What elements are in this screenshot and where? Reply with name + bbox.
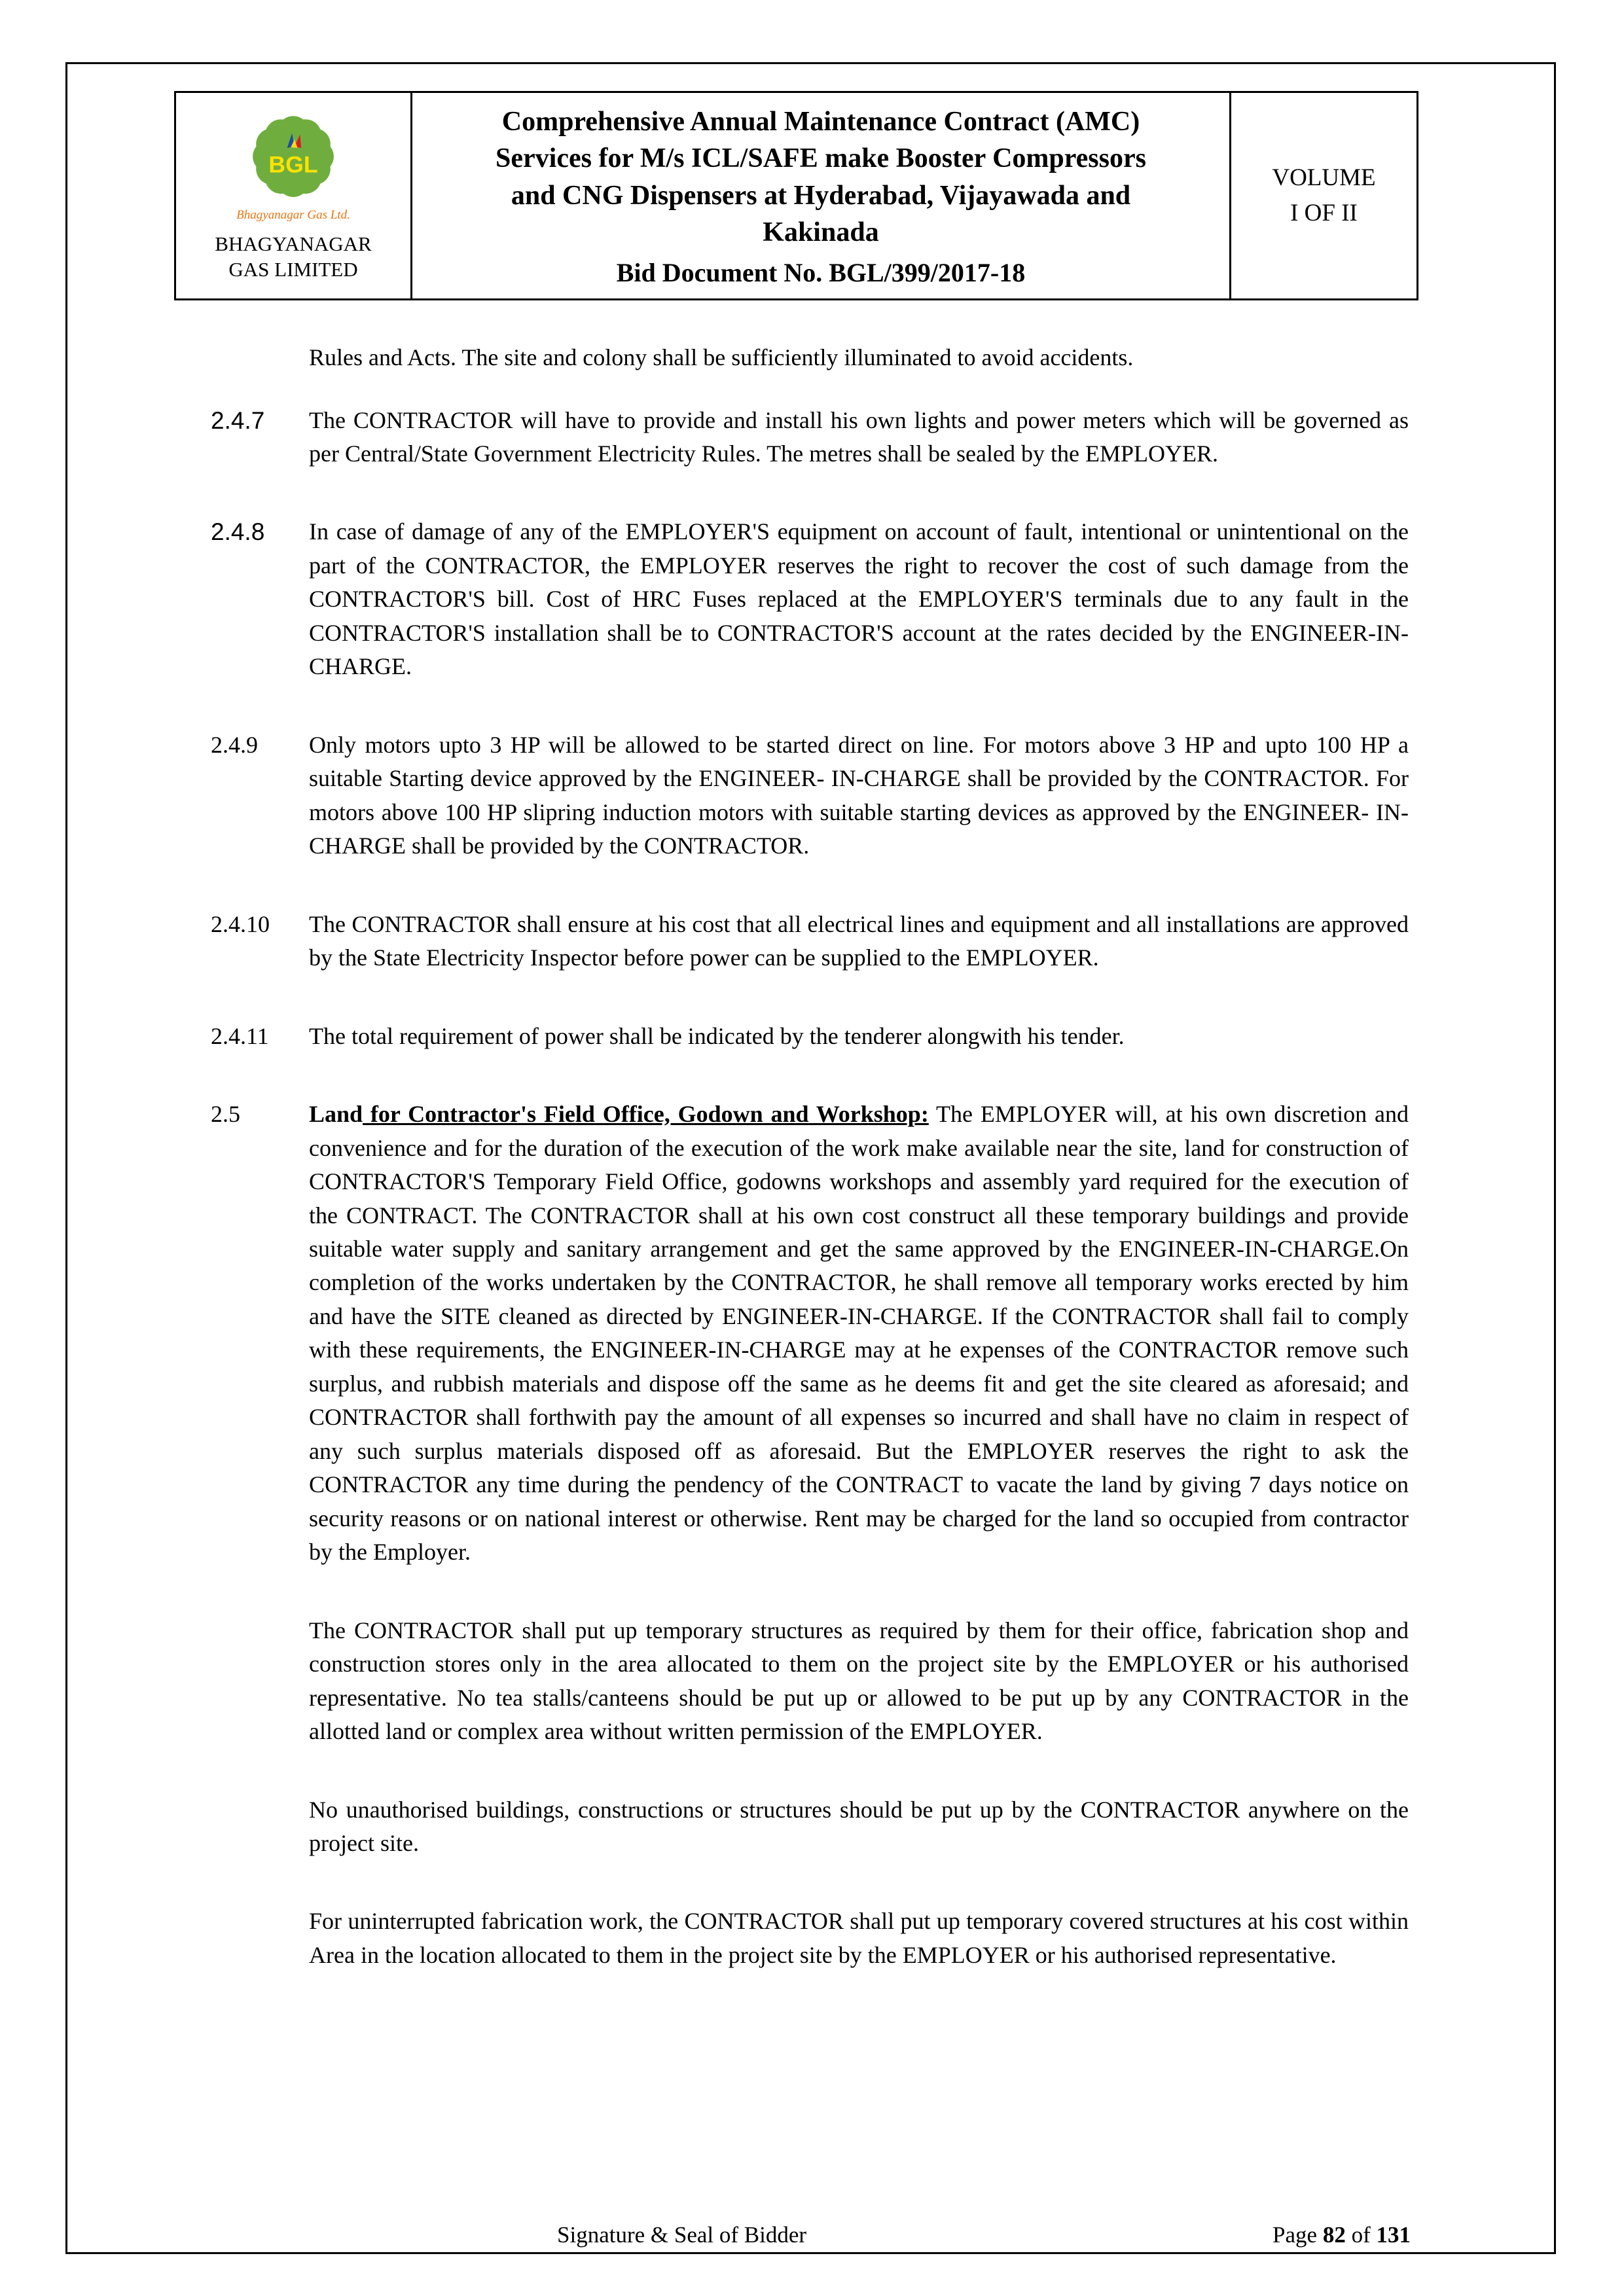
clause-text: The CONTRACTOR shall put up temporary structures as required by them for their office, fabrication shop and construction stores only in the area allocated to them on the project site by the EMPLOYER or his authorised representative. No tea stalls/canteens should be put up or allowed to be put up by any CONTRACTOR in the allotted land or complex area without written permission of the EMPLOYER. (309, 1617, 1409, 1745)
clause-heading-underlined: for Contractor's Field Office, Godown and Workshop: (363, 1101, 929, 1128)
document-body (211, 341, 1409, 1972)
org-name (215, 232, 371, 283)
logo-monogram: BGL (268, 151, 318, 178)
document-title-line: Services for M/s ICL/SAFE make Booster Compressors (496, 143, 1146, 174)
clause-2-4-9 (211, 728, 1409, 863)
signature-seal-label: Signature & Seal of Bidder (557, 2222, 807, 2248)
page-number-indicator (1272, 2222, 1411, 2248)
clause-number: 2.5 (211, 1101, 240, 1128)
page-label: Page (1272, 2222, 1318, 2248)
clause-number (211, 1793, 309, 1861)
clause-2-5 (211, 1098, 1409, 1570)
page-border (65, 62, 1556, 2254)
paragraph-temporary-structures (211, 1614, 1409, 1749)
document-title-line: Comprehensive Annual Maintenance Contract (AMC) (501, 107, 1140, 137)
clause-text: No unauthorised buildings, constructions or structures should be put up by the CONTRACTOR anywhere on the project site. (309, 1796, 1409, 1856)
clause-text (309, 1098, 1409, 1570)
org-name-line2: GAS LIMITED (228, 258, 358, 281)
bid-document-number: Bid Document No. BGL/399/2017-18 (616, 258, 1026, 288)
page-total: 131 (1376, 2222, 1411, 2248)
clause-text: For uninterrupted fabrication work, the CONTRACTOR shall put up temporary covered structures at his cost within Area in the location allocated to them in the project site by the EMPLOYER or his authorised representative. (309, 1908, 1409, 1968)
clause-2-4-7 (211, 404, 1409, 471)
clause-text: The CONTRACTOR will have to provide and install his own lights and power meters which will be governed as per Central/State Government Electricity Rules. The metres shall be sealed by the EMPLOYER. (309, 406, 1409, 467)
clause-2-4-10 (211, 908, 1409, 975)
logo-cell (176, 93, 410, 298)
clause-2-4-8 (211, 515, 1409, 683)
clause-text: The total requirement of power shall be indicated by the tenderer alongwith his tender. (309, 1022, 1125, 1049)
clause-2-4-11 (211, 1020, 1409, 1053)
clause-number: 2.4.10 (211, 910, 270, 937)
intro-paragraph: Rules and Acts. The site and colony shall be sufficiently illuminated to avoid accidents. (309, 344, 1134, 371)
volume-value: I OF II (1290, 200, 1358, 227)
clause-number (211, 1614, 309, 1749)
page-number: 82 (1322, 2222, 1346, 2248)
title-cell (410, 93, 1231, 298)
paragraph-unauthorised-buildings (211, 1793, 1409, 1861)
volume-label: VOLUME (1272, 164, 1376, 192)
clause-heading-bold: Land (309, 1101, 363, 1128)
clause-number: 2.4.11 (211, 1022, 269, 1049)
of-label: of (1351, 2222, 1371, 2248)
clause-number: 2.4.7 (211, 406, 265, 434)
document-header (174, 91, 1418, 300)
clause-text: Only motors upto 3 HP will be allowed to be started direct on line. For motors above 3 HP and upto 100 HP a suitable Starting device approved by the ENGINEER- IN-CHARGE shall be provided by the CONTRACTOR. For motors above 100 HP slipring induction motors with suitable starting devices as approved by the ENGINEER- IN-CHARGE shall be provided by the CONTRACTOR. (309, 731, 1409, 859)
org-name-line1: BHAGYANAGAR (215, 232, 372, 256)
clause-number (211, 1905, 309, 1972)
clause-text: In case of damage of any of the EMPLOYER'S equipment on account of fault, intentional or unintentional on the part of the CONTRACTOR, the EMPLOYER reserves the right to recover the cost of such damage from the CONTRACTOR'S bill. Cost of HRC Fuses replaced at the EMPLOYER'S terminals due to any fault in the CONTRACTOR'S installation shall be to CONTRACTOR'S account at the rates decided by the ENGINEER-IN-CHARGE. (309, 518, 1409, 680)
document-title-line: and CNG Dispensers at Hyderabad, Vijayawada and (511, 180, 1131, 211)
bgl-logo-icon (244, 109, 342, 207)
paragraph-fabrication-work (211, 1905, 1409, 1972)
clause-body-text: The EMPLOYER will, at his own discretion and convenience and for the duration of the execution of the work make available near the site, land for construction of CONTRACTOR'S Temporary Field Office, godowns workshops and assembly yard required for the execution of the CONTRACT. The CONTRACTOR shall at his own cost construct all these temporary buildings and provide suitable water supply and sanitary arrangement and get the same approved by the ENGINEER-IN-CHARGE.On completion of the works undertaken by the CONTRACTOR, he shall remove all temporary works erected by him and have the SITE cleaned as directed by ENGINEER-IN-CHARGE. If the CONTRACTOR shall fail to comply with these requirements, the ENGINEER-IN-CHARGE may at he expenses of the CONTRACTOR remove such surplus, and rubbish materials and dispose off the same as he deems fit and get the site cleared as aforesaid; and CONTRACTOR shall forthwith pay the amount of all expenses so incurred and shall have no claim in respect of any such surplus materials disposed off as aforesaid. But the EMPLOYER reserves the right to ask the CONTRACTOR any time during the pendency of the CONTRACT to vacate the land by giving 7 days notice on security reasons or on national interest or otherwise. Rent may be charged for the land so occupied from contractor by the Employer. (309, 1101, 1409, 1566)
volume-cell (1231, 93, 1416, 298)
clause-text: The CONTRACTOR shall ensure at his cost that all electrical lines and equipment and all installations are approved by the State Electricity Inspector before power can be supplied to the EMPLOYER. (309, 910, 1409, 971)
page-footer (67, 2222, 1554, 2250)
clause-number: 2.4.9 (211, 731, 258, 758)
document-title-line: Kakinada (763, 217, 879, 247)
logo-subtext: Bhagyanagar Gas Ltd. (236, 208, 350, 223)
clause-number: 2.4.8 (211, 518, 265, 546)
